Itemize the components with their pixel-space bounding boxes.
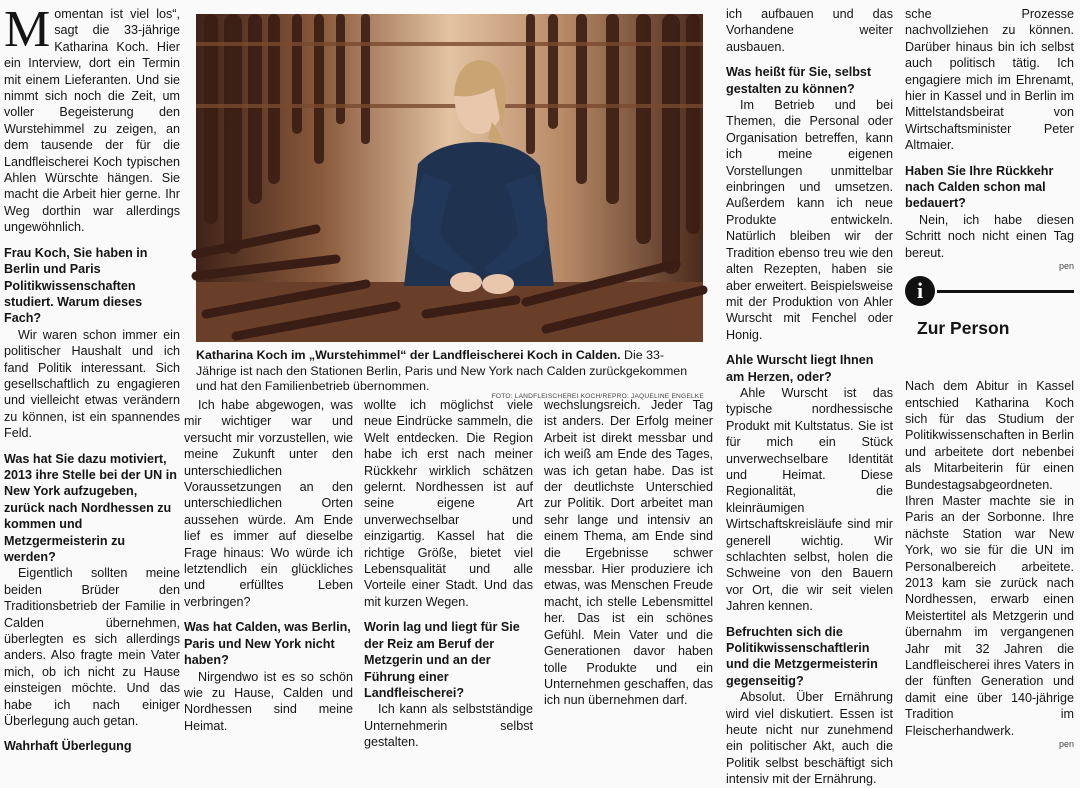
question-1: Was hat Calden, was Berlin, Paris und New York nicht haben? [184, 620, 351, 668]
answer-1: Nein, ich habe diesen Schritt noch nicht einen Tag bereut. [905, 212, 1074, 260]
caption-bold: Katharina Koch im „Wurstehimmel“ der Landfleischerei Koch in Calden. [196, 348, 621, 362]
photo-caption [196, 348, 704, 401]
question-3: Befruchten sich die Politikwissenschaftlerin und die Metzgermeisterin gegenseitig? [726, 624, 878, 688]
column-4 [544, 397, 713, 708]
question-1: Frau Koch, Sie haben in Berlin und Paris Politikwissenschaften studiert. Warum dieses Fach? [4, 245, 148, 326]
answer-1: Wir waren schon immer ein politischer Haushalt und ich fand Politik interessant. Sich gesellschaftlich zu engagieren und vielleicht etwas verändern zu können, ist ein spannendes Feld. [4, 327, 180, 441]
photo-credit: FOTO: LANDFLEISCHEREI KOCH/REPRO: JAQUELINE ENGELKE [491, 392, 704, 400]
answer-1: Ich habe abgewogen, was mir wichtiger war und versucht mir vorzustellen, wie meine Zukunft unter den unterschiedlichen Voraussetzungen an den unterschiedlichen Orten aussehen würde. Am Ende lief es immer auf dieselbe Frage hinaus: Wo würde ich letztendlich ein glückliches und erfülltes Leben verbringen? [184, 398, 353, 609]
question-1: Was heißt für Sie, selbst gestalten zu können? [726, 65, 872, 96]
question-2: Ahle Wurscht liegt Ihnen am Herzen, oder? [726, 353, 874, 384]
photo-illustration [196, 14, 703, 342]
answer-2: Ich kann als selbstständige Unternehmerin selbst gestalten. [364, 702, 533, 750]
column-6 [905, 6, 1074, 750]
question-3: Wahrhaft Überlegung [4, 739, 132, 754]
info-box-rule [937, 290, 1074, 293]
info-box-signature: pen [1058, 739, 1074, 750]
question-1: Worin lag und liegt für Sie der Reiz am Beruf der Metzgerin und an der Führung einer Landfleischerei? [364, 620, 520, 700]
article-photo [196, 14, 703, 342]
answer-2: Nirgendwo ist es so schön wie zu Hause, Calden und Nordhessen sind meine Heimat. [184, 669, 353, 733]
info-box-text: Nach dem Abitur in Kassel entschied Katharina Koch sich für das Studium der Politikwissenschaften in Berlin und arbeitete dort nebenbei als Mitarbeiterin für einen Bundestagsabgeordneten. Ihren Master machte sie in Paris an der Sorbonne. Ihre nächste Station war New York, wo sie für die UN im Personalbereich arbeitete. 2013 kam sie zurück nach Nordhessen, erwarb einen Meistertitel als Metzgerin und übernahm im vergangenen Jahr mit 32 Jahren die Landfleischerei ihres Vaters in der fünften Generation und damit eine über 140-jährige Tradition im Fleischerhandwerk. [905, 379, 1074, 738]
info-box-title: Zur Person [917, 318, 1010, 338]
info-icon: i [905, 276, 935, 306]
answer-1: wechslungsreich. Jeder Tag ist anders. Der Erfolg meiner Arbeit ist direkt messbar und ich weiß am Ende des Tages, was ich getan habe. Das ist der deutlichste Unterschied zur Politik. Dort arbeitet man sehr lange und intensiv an einem Thema, am Ende sind die Ergebnisse schwer messbar. Hier produziere ich etwas, was Menschen Freude macht, ich stelle Lebensmittel her. Das ist ein schönes Gefühl. Mein Vater und die Generationen davor haben tolle Produkte und ein Unternehmen geschaffen, das ich nun übernehmen darf. [544, 398, 713, 708]
column-5 [726, 6, 893, 787]
question-1: Haben Sie Ihre Rückkehr nach Calden schon mal bedauert? [905, 163, 1054, 211]
intro-paragraph [4, 1, 180, 236]
caption-text: Die 33-Jährige ist nach den Stationen Berlin, Paris und New York nach Calden zurückgekommen und hat den Familienbetrieb übernommen. [196, 348, 688, 393]
answer-0: ich aufbauen und das Vorhandene weiter ausbauen. [726, 7, 893, 54]
answer-2: Ahle Wurscht ist das typische nordhessische Produkt mit Kultstatus. Sie ist für mich ein Stück unverwechselbare Identität und Heimat. Diese Regionalität, die kleinräumigen Wirtschaftskreisläufe sind mir generell wichtig. Wir schlachten selbst, holen die Schweine von den Bauern vor Ort, die wir seit vielen Jahren kennen. [726, 385, 893, 614]
question-2: Was hat Sie dazu motiviert, 2013 ihre Stelle bei der UN in New York aufzugeben, zurück nach Nordhessen zu kommen und Metzgermeisterin zu werden? [4, 451, 177, 564]
intro-text: omentan ist viel los“, sagt die 33-jährige Katharina Koch. Hier ein Interview, dort ein Termin mit einem Lieferanten. Und sie nimmt sich noch die Zeit, um voller Begeisterung den Wurstehimmel zu zeigen, an dem tausende der für die Landfleischerei Koch typischen Ahlen Würschte hängen. Sie macht die Arbeit hier gerne. Ihr Weg dorthin war allerdings ungewöhnlich. [4, 7, 180, 235]
answer-2: Eigentlich sollten meine beiden Brüder den Traditionsbetrieb der Familie in Calden übernehmen, überlegten es sich allerdings anders. Also fragte mein Vater mich, ob ich nicht zu Hause einsteigen möchte. Und das habe ich nach einiger Überlegung auch getan. [4, 566, 180, 729]
column-2 [184, 397, 353, 733]
column-3 [364, 397, 533, 750]
answer-3: Absolut. Über Ernährung wird viel diskutiert. Essen ist heute nicht nur zunehmend ein politischer Akt, auch die Politik selbst beschäftigt sich intensiv mit der Ernährung. [726, 690, 893, 787]
drop-cap: M [4, 1, 51, 58]
answer-1: wollte ich möglichst viele neue Eindrücke sammeln, die Welt entdecken. Die Region habe ich erst nach meiner Rückkehr wirklich schätzen gelernt. Nordhessen ist auf seine eigene Art unverwechselbar und einzigartig. Kassel hat die richtige Größe, bietet viel Lebensqualität und alle Vorteile einer Stadt. Und das mit kurzen Wegen. [364, 398, 533, 609]
author-signature: pen [1058, 261, 1074, 272]
answer-0: sche Prozesse nachvollziehen zu können. Darüber hinaus bin ich selbst auch politisch tätig. Ich engagiere mich im Ehrenamt, hier in Kassel und in Berlin im Mittelstandsbeirat von Wirtschaftsminister Peter Altmaier. [905, 7, 1074, 153]
column-1 [4, 1, 180, 754]
answer-1: Im Betrieb und bei Themen, die Personal oder Organisation betreffen, kann ich meine eigenen Vorstellungen unmittelbar einbringen und umsetzen. Außerdem kann ich neue Produkte entwickeln. Natürlich bleiben wir der Tradition ebenso treu wie den alten Rezepten, haben sie aber erweitert. Beispielsweise mit der Produktion von Ahler Wurscht mit Fenchel oder Honig. [726, 98, 893, 342]
